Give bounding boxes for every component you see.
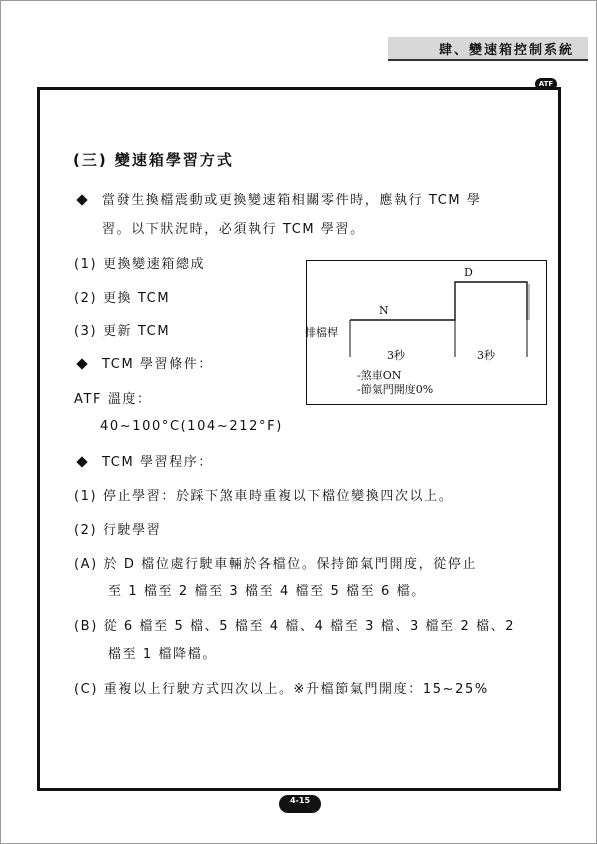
atf-temp-value: 40~100°C(104~212°F) [100,419,283,434]
learn-conditions [75,353,213,372]
atf-temp-label: ATF 溫度： [74,392,152,407]
atf-badge: ATF [535,78,557,90]
condition-2-num: (2) [74,291,98,306]
condition-1-num: (1) [74,257,98,272]
gear-n-label: N [379,304,389,317]
bullet-diamond-icon [76,358,87,369]
procedure-step-2: (2) 行駛學習 [74,523,162,538]
condition-1-text: 更換變速箱總成 [102,257,206,272]
duration-label-2: 3秒 [477,349,495,362]
condition-1 [74,253,205,272]
condition-3 [74,320,170,339]
procedure-a-line-1: (A) 於 D 檔位處行駛車輛於各檔位。保持節氣門開度，從停止 [74,557,478,572]
chapter-title: 肆、變速箱控制系統 [438,43,574,58]
gear-d-label: D [464,266,473,279]
intro-line-1 [75,189,482,208]
condition-2 [74,287,170,306]
intro-text-1: 當發生換檔震動或更換變速箱相關零件時，應執行 TCM 學 [102,193,482,208]
procedure-b-line-2: 檔至 1 檔降檔。 [108,647,217,662]
duration-label-1: 3秒 [387,349,405,362]
brake-note: -煞車ON [357,369,402,382]
shift-timing-diagram [306,260,547,405]
header-bar [388,37,588,61]
procedure-a-line-2: 至 1 檔至 2 檔至 3 檔至 4 檔至 5 檔至 6 檔。 [108,584,426,599]
condition-3-num: (3) [74,324,98,339]
throttle-note: -節氣門開度0% [357,383,434,396]
procedure-b-line-1: (B) 從 6 檔至 5 檔、5 檔至 4 檔、4 檔至 3 檔、3 檔至 2 檔、2 [74,619,516,634]
page-number-badge: 4-15 [279,795,321,813]
learn-conditions-label: TCM 學習條件： [102,357,214,372]
procedure-label: TCM 學習程序： [102,455,214,470]
shift-lever-label: 排檔桿 [305,326,338,339]
intro-line-2: 習。以下狀況時，必須執行 TCM 學習。 [102,222,365,237]
bullet-diamond-icon [76,456,87,467]
condition-2-text: 更換 TCM [102,291,171,306]
procedure-heading [75,451,213,470]
shift-waveform [350,282,527,320]
section-title: (三) 變速箱學習方式 [73,151,234,169]
condition-3-text: 更新 TCM [102,324,171,339]
bullet-diamond-icon [76,194,87,205]
procedure-c-line: (C) 重複以上行駛方式四次以上。※升檔節氣門開度：15~25% [74,682,489,697]
procedure-step-1: (1) 停止學習：於踩下煞車時重複以下檔位變換四次以上。 [74,489,454,504]
